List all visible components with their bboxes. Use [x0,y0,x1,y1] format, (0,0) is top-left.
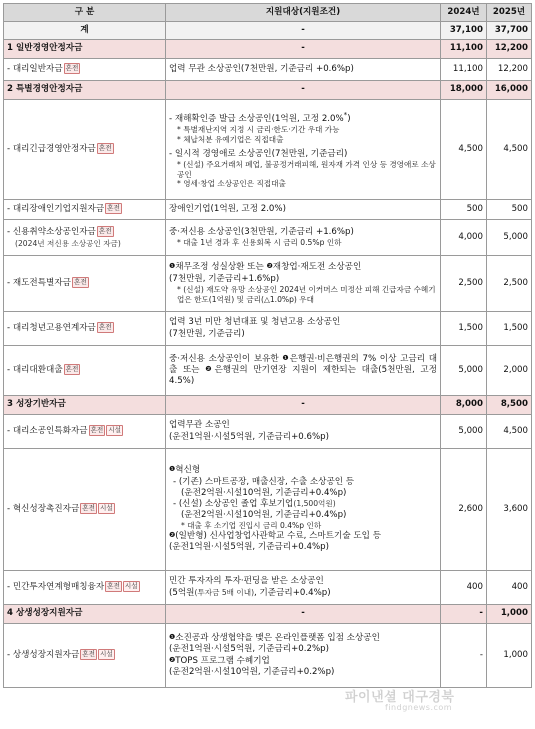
market-loan-tag: 시설 [108,426,122,435]
program-name: - 대리청년고용연계자금 혼전 [4,312,166,346]
budget-table [3,3,532,688]
program-name: - 대리대환대출 혼전 [4,346,166,396]
program-2024: 5,000 [441,415,487,449]
program-name: - 대리긴급경영안정자금 혼전 [4,100,166,200]
table-row [4,624,532,688]
table-row [4,200,532,220]
program-2025: 1,000 [487,624,532,688]
program-target: ❶소진공과 상생협약을 맺은 온라인플랫폼 입점 소상공인 (운전1억원·시설5억원, 기준금리+0.2%p) ❷TOPS 프로그램 수혜기업 (운전2억원·시설10억원, 기준금리+0.2%p) [166,624,441,688]
program-target: 업력 무관 소상공인(7천만원, 기준금리 +0.6%p) [166,59,441,81]
program-target: ❶채무조정 성실상환 또는 ❷재창업·재도전 소상공인 (7천만원, 기준금리+1.6%p) * (신설) 재도약 유망 소상공인 2024년 이커머스 미정산 피해 긴급자금 수혜기업은 한도(1억원) 및 금리(△1.0%p) 우대 [166,256,441,312]
header-2024: 2024년 [441,4,487,22]
category-title: 4 상생성장지원자금 [4,605,166,624]
news-watermark: 파이낸셜 대구경북 findgnews.com [345,690,455,712]
program-name: - 재도전특별자금 혼전 [4,256,166,312]
program-target: 업력무관 소공인 (운전1억원·시설5억원, 기준금리+0.6%p) [166,415,441,449]
circle-2-icon: ❷ [205,364,215,373]
category-2024: 8,000 [441,396,487,415]
program-target: ❶혁신형 - (기존) 스마트공장, 매출신장, 수출 소상공인 등 (운전2억원·시설10억원, 기준금리+0.4%p) - (신설) 소상공인 졸업 후보기업(1,500억원) (운전2억원·시설10억원, 기준금리+0.4%p) * 대출 후 소기업 진입시 금리 0.4%p 인하 ❷(일반형) 신사업창업사관학교 수료, 스마트기술 도입 등 (운전1억원·시설5억원, 기준금리+0.4%p) [166,449,441,571]
market-loan-tag: 시설 [100,650,113,659]
direct-loan-tag: 혼전 [107,582,120,591]
direct-loan-tag: 혼전 [73,278,87,287]
category-row-general [4,40,532,59]
category-title: 3 성장기반자금 [4,396,166,415]
table-row [4,220,532,256]
header-category: 구 분 [4,4,166,22]
program-2024: 500 [441,200,487,220]
total-2024: 37,100 [441,22,487,40]
category-2025: 12,200 [487,40,532,59]
category-2024: - [441,605,487,624]
table-row [4,449,532,571]
category-row-coexistence [4,605,532,624]
category-2025: 8,500 [487,396,532,415]
program-2024: - [441,624,487,688]
program-target: - 재해확인증 발급 소상공인(1억원, 고정 2.0%*) * 특별재난지역 지정 시 금리·한도·기간 우대 가능 * 체납처분 유예기업은 직접대출 - 일시적 경영애로 소상공인(7천만원, 기준금리) * (신설) 주요거래처 폐업, 불공정거래피해, 원자재 가격 인상 등 경영애로 소상공인 * 영세·창업 소상공인은 직접대출 [166,100,441,200]
category-2025: 1,000 [487,605,532,624]
circle-1-icon: ❶ [282,353,290,362]
header-target: 지원대상(지원조건) [166,4,441,22]
category-row-growth [4,396,532,415]
program-name: - 신용취약소상공인자금 혼전 (2024년 저신용 소상공인 자금) [4,220,166,256]
program-target: 중·저신용 소상공인이 보유한 ❶은행권·비은행권의 7% 이상 고금리 대출 또는 ❷은행권의 만기연장 지원이 제한되는 대출(5천만원, 고정 4.5%) [166,346,441,396]
table-row [4,312,532,346]
direct-loan-tag: 혼전 [107,204,120,213]
total-target: - [166,22,441,40]
category-2024: 18,000 [441,81,487,100]
program-name: - 상생성장지원자금 혼전 시설 [4,624,166,688]
direct-loan-tag: 혼전 [98,144,112,153]
table-row [4,59,532,81]
category-2024: 11,100 [441,40,487,59]
program-2025: 4,500 [487,100,532,200]
program-2025: 500 [487,200,532,220]
program-2025: 1,500 [487,312,532,346]
market-loan-tag: 시설 [100,504,113,513]
category-title: 1 일반경영안정자금 [4,40,166,59]
program-name: - 대리장애인기업지원자금 혼전 [4,200,166,220]
program-2025: 5,000 [487,220,532,256]
table-row [4,346,532,396]
program-target: 장애인기업(1억원, 고정 2.0%) [166,200,441,220]
program-2025: 2,500 [487,256,532,312]
circle-1-icon: ❶ [169,262,176,271]
program-2024: 5,000 [441,346,487,396]
program-2024: 4,000 [441,220,487,256]
table-row [4,100,532,200]
market-loan-tag: 시설 [124,582,138,591]
program-target: 중·저신용 소상공인(3천만원, 기준금리 +1.6%p) * 대출 1년 경과 후 신용회복 시 금리 0.5%p 인하 [166,220,441,256]
program-2025: 2,000 [487,346,532,396]
header-2025: 2025년 [487,4,532,22]
table-row [4,571,532,605]
category-target: - [166,396,441,415]
direct-loan-tag: 혼전 [65,64,79,73]
program-2024: 2,500 [441,256,487,312]
program-2025: 400 [487,571,532,605]
total-2025: 37,700 [487,22,532,40]
program-2024: 11,100 [441,59,487,81]
circle-1-icon: ❶ [169,465,176,474]
circle-2-icon: ❷ [169,655,176,664]
circle-2-icon: ❷ [266,262,273,271]
program-2025: 4,500 [487,415,532,449]
program-2024: 400 [441,571,487,605]
table-row [4,256,532,312]
program-name: - 민간투자연계형매칭융자 혼전 시설 [4,571,166,605]
category-title: 2 특별경영안정자금 [4,81,166,100]
direct-loan-tag: 혼전 [82,504,95,513]
program-2025: 12,200 [487,59,532,81]
program-target: 민간 투자자의 투자·펀딩을 받은 소상공인 (5억원(투자금 5배 이내), 기준금리+0.4%p) [166,571,441,605]
program-target: 업력 3년 미만 청년대표 및 청년고용 소상공인 (7천만원, 기준금리) [166,312,441,346]
header-row [4,4,532,22]
direct-loan-tag: 혼전 [65,365,79,374]
total-label: 계 [4,22,166,40]
program-name: - 대리일반자금 혼전 [4,59,166,81]
program-name: - 혁신성장촉진자금 혼전 시설 [4,449,166,571]
circle-1-icon: ❶ [169,633,176,642]
program-2025: 3,600 [487,449,532,571]
program-2024: 1,500 [441,312,487,346]
direct-loan-tag: 혼전 [98,323,112,332]
direct-loan-tag: 혼전 [82,650,95,659]
category-target: - [166,605,441,624]
category-target: - [166,81,441,100]
direct-loan-tag: 혼전 [98,227,112,236]
direct-loan-tag: 혼전 [90,426,104,435]
circle-2-icon: ❷ [169,531,176,540]
category-2025: 16,000 [487,81,532,100]
program-2024: 2,600 [441,449,487,571]
category-target: - [166,40,441,59]
table-row [4,415,532,449]
total-row [4,22,532,40]
program-name: - 대리소공인특화자금 혼전 시설 [4,415,166,449]
category-row-special [4,81,532,100]
program-2024: 4,500 [441,100,487,200]
